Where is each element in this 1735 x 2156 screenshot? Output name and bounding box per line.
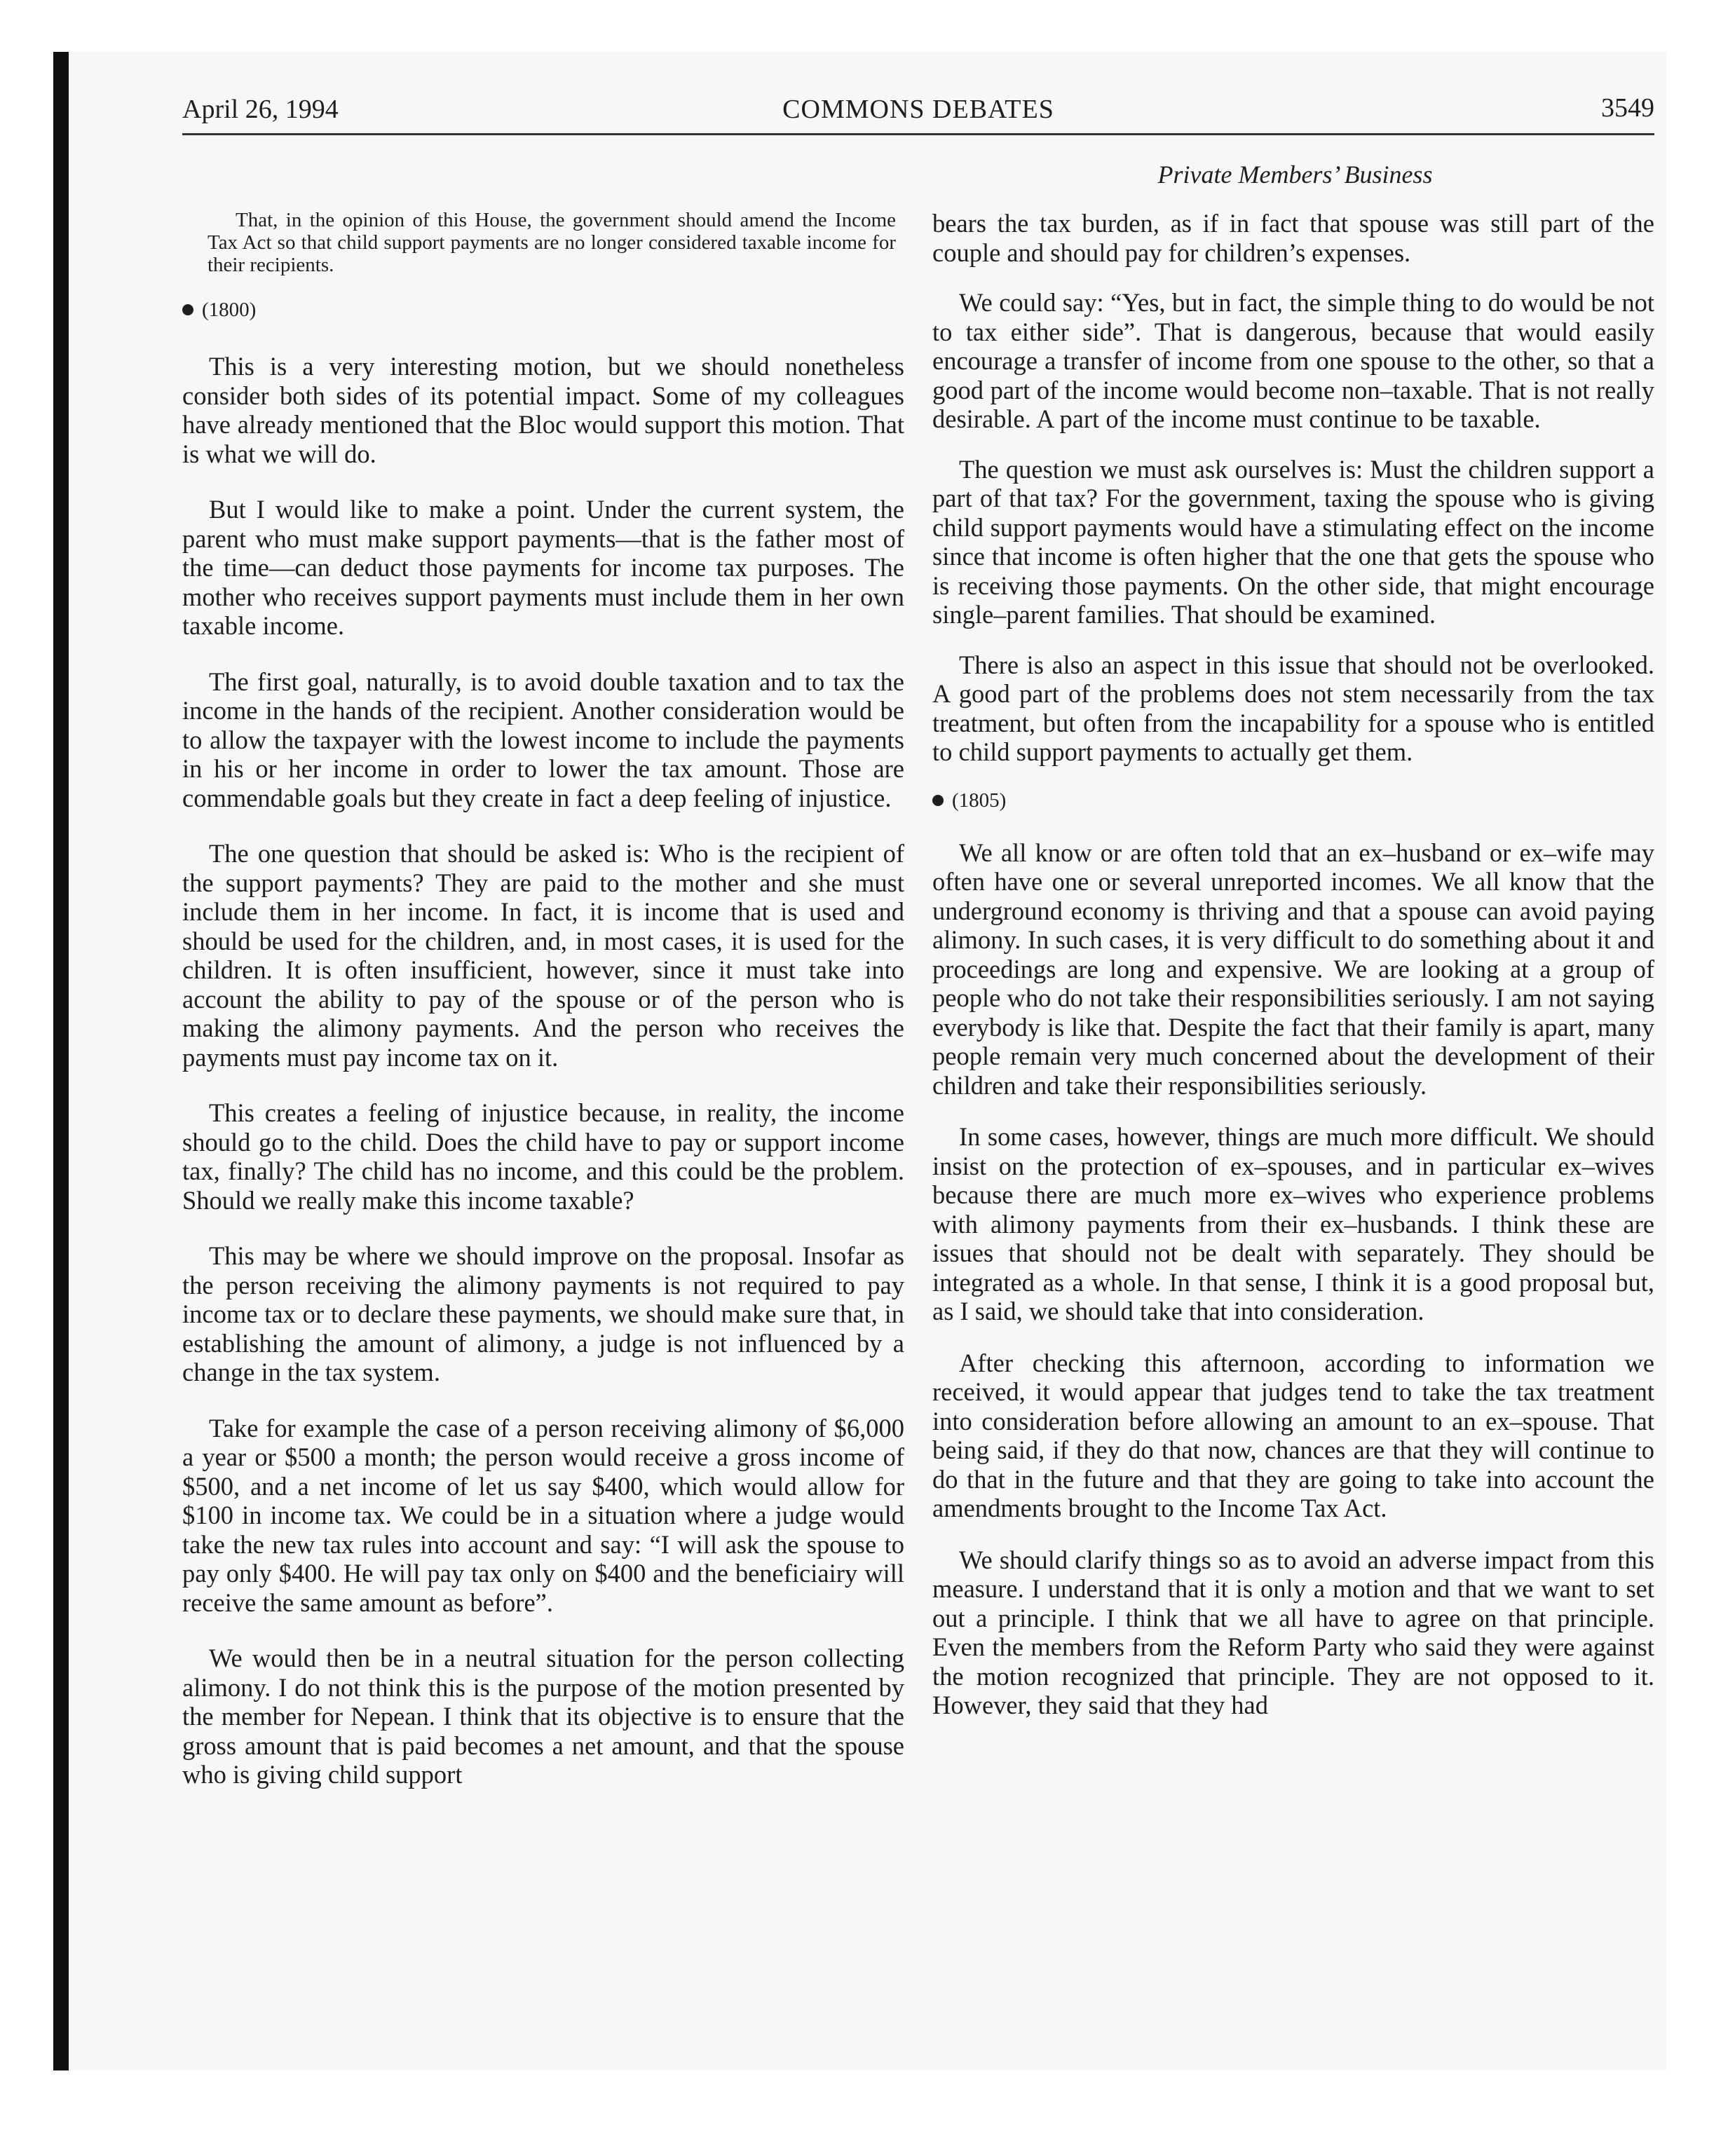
document-page xyxy=(182,84,1668,2047)
header-title: COMMONS DEBATES xyxy=(782,95,1054,124)
time-marker-label: (1805) xyxy=(952,789,1007,812)
bullet-icon xyxy=(932,795,944,806)
section-label: Private Members’ Business xyxy=(1157,161,1433,189)
paragraph: In some cases, however, things are much more difficult. We should insist on the protection of ex–spouses, and in particular ex–wives because there are much more ex–wives who experience problems with alimony payments from their ex–husbands. I think these are issues that should not be dealt with separately. They should be integrated as a whole. In that sense, I think it is a good proposal but, as I said, we should take that into consideration. xyxy=(932,1122,1654,1325)
page-number: 3549 xyxy=(1601,93,1654,123)
scan-edge-bar xyxy=(53,52,69,2070)
paragraph: bears the tax burden, as if in fact that spouse was still part of the couple and should pay for children’s expenses. xyxy=(932,209,1654,267)
page-header xyxy=(182,84,1654,135)
paragraph: This creates a feeling of injustice because, in reality, the income should go to the child. Does the child have to pay or support income tax, finally? The child has no income, and this could be the problem. Should we really make this income taxable? xyxy=(182,1098,904,1215)
time-marker xyxy=(932,788,1654,813)
paragraph: The question we must ask ourselves is: Must the children support a part of that tax? For the government, taxing the spouse who is giving child support payments would have a stimulating effect on the income since that income is often higher that the one that gets the spouse who is receiving those payments. On the other side, that might encourage single–parent families. That should be examined. xyxy=(932,454,1654,629)
paragraph: Take for example the case of a person receiving alimony of $6,000 a year or $500 a month; the person would receive a gross income of $500, and a net income of let us say $400, which would allow for $100 in income tax. We could be in a situation where a judge would take the new tax rules into account and say: “I will ask the spouse to pay only $400. He will pay tax only on $400 and the beneficiairy will receive the same amount as before”. xyxy=(182,1413,904,1617)
left-column xyxy=(182,209,904,1789)
paragraph: This may be where we should improve on the proposal. Insofar as the person receiving the alimony payments is not required to pay income tax or to declare these payments, we should make sure that, in establishing the amount of alimony, a judge is not influenced by a change in the tax system. xyxy=(182,1241,904,1386)
header-date: April 26, 1994 xyxy=(182,95,339,124)
paragraph: We would then be in a neutral situation for the person collecting alimony. I do not think this is the purpose of the motion presented by the member for Nepean. I think that its objective is to ensure that the gross amount that is paid becomes a net amount, and that the spouse who is giving child support xyxy=(182,1644,904,1789)
paragraph: There is also an aspect in this issue that should not be overlooked. A good part of the problems does not stem necessarily from the tax treatment, but often from the incapability for a spouse who is entitled to child support payments to actually get them. xyxy=(932,650,1654,766)
motion-text: That, in the opinion of this House, the government should amend the Income Tax Act so that child support payments are no longer considered taxable income for their recipients. xyxy=(207,209,896,276)
bullet-icon xyxy=(182,304,193,315)
time-marker-label: (1800) xyxy=(202,299,257,321)
paragraph: We could say: “Yes, but in fact, the simple thing to do would be not to tax either side”. That is dangerous, because that would easily encourage a transfer of income from one spouse to the other, so that a good part of the income would become non–taxable. That is not really desirable. A part of the income must continue to be taxable. xyxy=(932,288,1654,433)
paragraph: The first goal, naturally, is to avoid double taxation and to tax the income in the hands of the recipient. Another consideration would be to allow the taxpayer with the lowest income to include the payments in his or her income in order to lower the tax amount. Those are commendable goals but they create in fact a deep feeling of injustice. xyxy=(182,667,904,812)
time-marker xyxy=(182,297,904,322)
paragraph: The one question that should be asked is: Who is the recipient of the support payments? They are paid to the mother and she must include them in her income. In fact, it is income that is used and should be used for the children, and, in most cases, it is used for the children. It is often insufficient, however, since it must take into account the ability to pay of the spouse or of the person who is making the alimony payments. And the person who receives the payments must pay income tax on it. xyxy=(182,839,904,1072)
paragraph: But I would like to make a point. Under the current system, the parent who must make support payments—that is the father most of the time—can deduct those payments for income tax purposes. The mother who receives support payments must include them in her own taxable income. xyxy=(182,495,904,640)
paragraph: We all know or are often told that an ex–husband or ex–wife may often have one or several unreported incomes. We all know that the underground economy is thriving and that a spouse can avoid paying alimony. In such cases, it is very difficult to do something about it and proceedings are long and expensive. We are looking at a group of people who do not take their responsibilities seriously. I am not saying everybody is like that. Despite the fact that their family is apart, many people remain very much concerned about the development of their children and take their responsibilities seriously. xyxy=(932,838,1654,1100)
paragraph: After checking this afternoon, according to information we received, it would appear that judges tend to take the tax treatment into consideration before allowing an amount to an ex–spouse. That being said, if they do that now, chances are that they will continue to do that in the future and that they are going to take into account the amendments brought to the Income Tax Act. xyxy=(932,1348,1654,1522)
paragraph: We should clarify things so as to avoid an adverse impact from this measure. I understand that it is only a motion and that we want to set out a principle. I think that we all have to agree on that principle. Even the members from the Reform Party who said they were against the motion recognized that principle. They are not opposed to it. However, they said that they had xyxy=(932,1545,1654,1719)
right-column xyxy=(932,209,1654,1720)
paragraph: This is a very interesting motion, but we should nonetheless consider both sides of its potential impact. Some of my colleagues have already mentioned that the Bloc would support this motion. That is what we will do. xyxy=(182,352,904,468)
